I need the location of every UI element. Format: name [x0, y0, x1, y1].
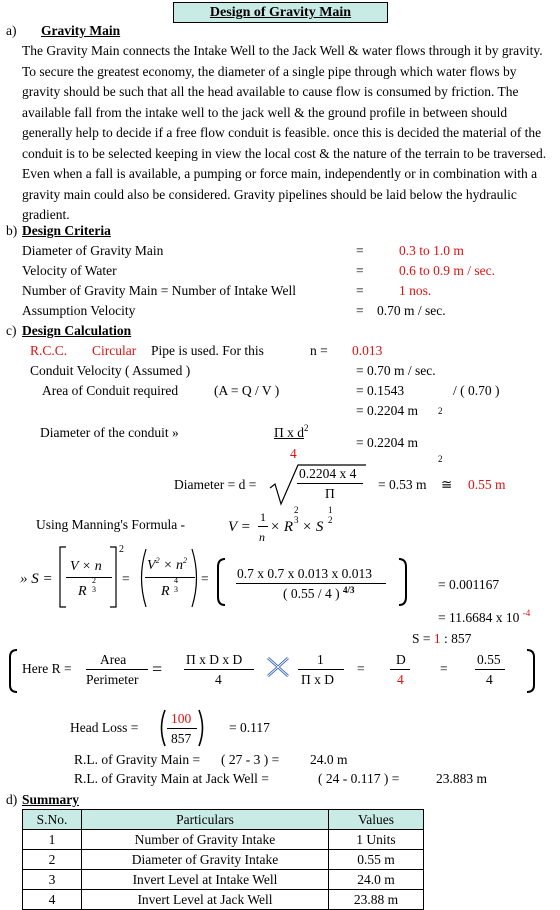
exp-3: 3	[92, 585, 96, 594]
rl2-value: 23.883 m	[436, 771, 488, 786]
rl1-calc: ( 27 - 3 ) =	[221, 752, 280, 767]
exp-2: 2	[92, 576, 96, 585]
exp-4: 4	[174, 576, 178, 585]
diameter-final: 0.55 m	[468, 477, 506, 492]
s-prefix: » S =	[20, 571, 53, 587]
squared-sup: 2	[438, 454, 443, 464]
exp-2: 2	[119, 544, 124, 555]
fraction-bar	[184, 669, 254, 670]
table-cell: 4	[23, 890, 82, 910]
section-a-letter: a)	[6, 23, 17, 38]
exp-2b: 2	[328, 515, 333, 525]
table-row	[23, 830, 424, 850]
summary-table	[22, 809, 424, 910]
equals-sign: =	[440, 661, 448, 676]
r-num5: 0.55	[477, 652, 501, 667]
exp-1: 1	[328, 505, 333, 515]
table-row	[23, 870, 424, 890]
criteria-value: 1 nos.	[399, 283, 432, 298]
manning-n: n	[259, 530, 265, 544]
table-cell: 23.88 m	[329, 890, 424, 910]
table-cell: Invert Level at Jack Well	[82, 890, 329, 910]
s-num1: V × n	[70, 559, 102, 574]
page-title: Design of Gravity Main	[173, 2, 388, 23]
dia-numerator: Π x $d^2$	[274, 423, 309, 440]
fraction-bar	[167, 728, 197, 729]
area-label: Area of Conduit required	[42, 383, 179, 398]
headloss-den: 857	[171, 731, 192, 746]
equals-sign: =	[201, 571, 209, 586]
rl1-value: 24.0 m	[310, 752, 348, 767]
s-num2: $V^2 \times n^2$	[147, 556, 188, 573]
r-num4: D	[396, 652, 406, 667]
r-den4: 4	[397, 672, 404, 687]
headloss-result: = 0.117	[229, 720, 270, 735]
section-b-letter: b)	[6, 223, 18, 238]
column-header: Values	[329, 810, 424, 830]
fraction-bar	[475, 669, 505, 670]
diameter-sqrt-den: Π	[325, 486, 335, 501]
table-cell: Invert Level at Intake Well	[82, 870, 329, 890]
conduit-velocity-label: Conduit Velocity ( Assumed )	[30, 363, 191, 378]
r-num3: 1	[317, 652, 324, 667]
table-row	[23, 850, 424, 870]
table-cell: Number of Gravity Intake	[82, 830, 329, 850]
table-cell: 1	[23, 830, 82, 850]
criteria-label: Velocity of Water	[22, 263, 117, 278]
s-den2: R	[161, 584, 170, 599]
intro-paragraph: The Gravity Main connects the Intake Well to the Jack Well & water flows through it by gravity. To secure the greatest economy, the diameter of a single pipe through which water flows by gravity should be such that all the head available to cause flow is consumed by friction. The available fall from the intake well to the jack well & the ground profile in between should generally help to decide if a free flow conduit is feasible. once this is decided the material of the conduit is to be selected keeping in view the local cost & the nature of the terrain to be traversed. Even when a fall is available, a pumping or force main, independently or in combination with a gravity main could also be considered. Gravity pipelines should be laid below the hydraulic gradient.	[22, 43, 547, 222]
criteria-label: Diameter of Gravity Main	[22, 243, 164, 258]
diameter-sqrt-num: 0.2204 x 4	[299, 466, 357, 481]
pipe-text: Pipe is used. For this	[151, 343, 264, 358]
criteria-value: 0.70 m / sec.	[377, 303, 446, 318]
s-calc-num: 0.7 x 0.7 x 0.013 x 0.013	[237, 566, 372, 581]
cross-icon	[264, 654, 292, 680]
manning-r: × R	[270, 519, 294, 535]
s-ratio: S = 1 : 857	[412, 631, 472, 646]
dia-eq: = 0.2204 m	[356, 435, 418, 450]
area-step1b: / ( 0.70 )	[453, 383, 500, 398]
r-den2: 4	[215, 672, 222, 687]
s-calc-den: ( 0.55 / 4 ) $^{4/3}$	[283, 585, 355, 601]
criteria-label: Number of Gravity Main = Number of Intake Well	[22, 283, 296, 298]
table-cell: 2	[23, 850, 82, 870]
diameter-result: = 0.53 m	[378, 477, 427, 492]
table-header-row	[23, 810, 424, 830]
s-result2: = 11.6684 x 10 $^{-4}$	[438, 608, 531, 625]
manning-v: V =	[228, 519, 251, 535]
criteria-eq: =	[356, 263, 364, 278]
manning-label: Using Manning's Formula -	[36, 517, 186, 532]
fraction-bar	[66, 577, 112, 578]
section-a-heading: Gravity Main	[41, 23, 121, 38]
table-cell: 24.0 m	[329, 870, 424, 890]
table-cell: 1 Units	[329, 830, 424, 850]
manning-s: × S	[302, 519, 324, 535]
fraction-bar	[297, 483, 363, 484]
s-result1: = 0.001167	[438, 577, 500, 592]
here-r-label: Here R =	[22, 661, 72, 676]
rl1-label: R.L. of Gravity Main =	[74, 752, 201, 767]
rl2-calc: ( 24 - 0.117 ) =	[318, 771, 400, 786]
table-cell: 0.55 m	[329, 850, 424, 870]
criteria-value: 0.6 to 0.9 m / sec.	[399, 263, 495, 278]
headloss-label: Head Loss =	[70, 720, 139, 735]
criteria-eq: =	[356, 283, 364, 298]
dia-label: Diameter of the conduit »	[40, 425, 179, 440]
exp-3: 3	[174, 585, 178, 594]
fraction-bar	[258, 526, 268, 527]
criteria-value: 0.3 to 1.0 m	[399, 243, 464, 258]
fraction-bar	[298, 669, 344, 670]
rl2-label: R.L. of Gravity Main at Jack Well =	[74, 771, 269, 786]
criteria-eq: =	[356, 303, 364, 318]
equals-sign: =	[152, 659, 163, 679]
section-d-letter: d)	[6, 792, 18, 807]
fraction-bar	[236, 583, 386, 584]
area-step2: = 0.2204 m	[356, 403, 418, 418]
criteria-label: Assumption Velocity	[22, 303, 136, 318]
squared-sup: 2	[438, 406, 443, 416]
fraction-bar	[390, 669, 410, 670]
n-value: 0.013	[352, 343, 383, 358]
section-c-letter: c)	[6, 323, 17, 338]
section-d-heading: Summary	[22, 792, 79, 807]
section-c-heading: Design Calculation	[22, 323, 132, 338]
column-header: S.No.	[23, 810, 82, 830]
conduit-velocity-value: = 0.70 m / sec.	[356, 363, 436, 378]
table-cell: Diameter of Gravity Intake	[82, 850, 329, 870]
pipe-material: R.C.C.	[30, 343, 68, 358]
table-row	[23, 890, 424, 910]
r-num2: Π x D x D	[186, 652, 243, 667]
r-num1: Area	[100, 652, 127, 667]
table-cell: 3	[23, 870, 82, 890]
dia-denominator: 4	[290, 446, 297, 461]
r-den1: Perimeter	[86, 672, 139, 687]
equals-sign: =	[122, 571, 130, 586]
headloss-num: 100	[171, 711, 192, 726]
exp-3: 3	[294, 515, 299, 525]
area-formula: (A = Q / V )	[214, 383, 280, 398]
r-den5: 4	[486, 672, 493, 687]
criteria-eq: =	[356, 243, 364, 258]
approx-sign: ≅	[441, 477, 453, 492]
fraction-bar	[145, 577, 195, 578]
s-den1: R	[78, 584, 87, 599]
area-step1: = 0.1543	[356, 383, 405, 398]
column-header: Particulars	[82, 810, 329, 830]
exp-2: 2	[294, 505, 299, 515]
pipe-shape: Circular	[92, 343, 137, 358]
equals-sign: =	[357, 661, 365, 676]
fraction-bar	[86, 669, 148, 670]
manning-one: 1	[260, 510, 266, 524]
section-b-heading: Design Criteria	[22, 223, 111, 238]
n-label: n =	[310, 343, 328, 358]
diameter-label: Diameter = d =	[174, 477, 257, 492]
r-den3: Π x D	[301, 672, 334, 687]
